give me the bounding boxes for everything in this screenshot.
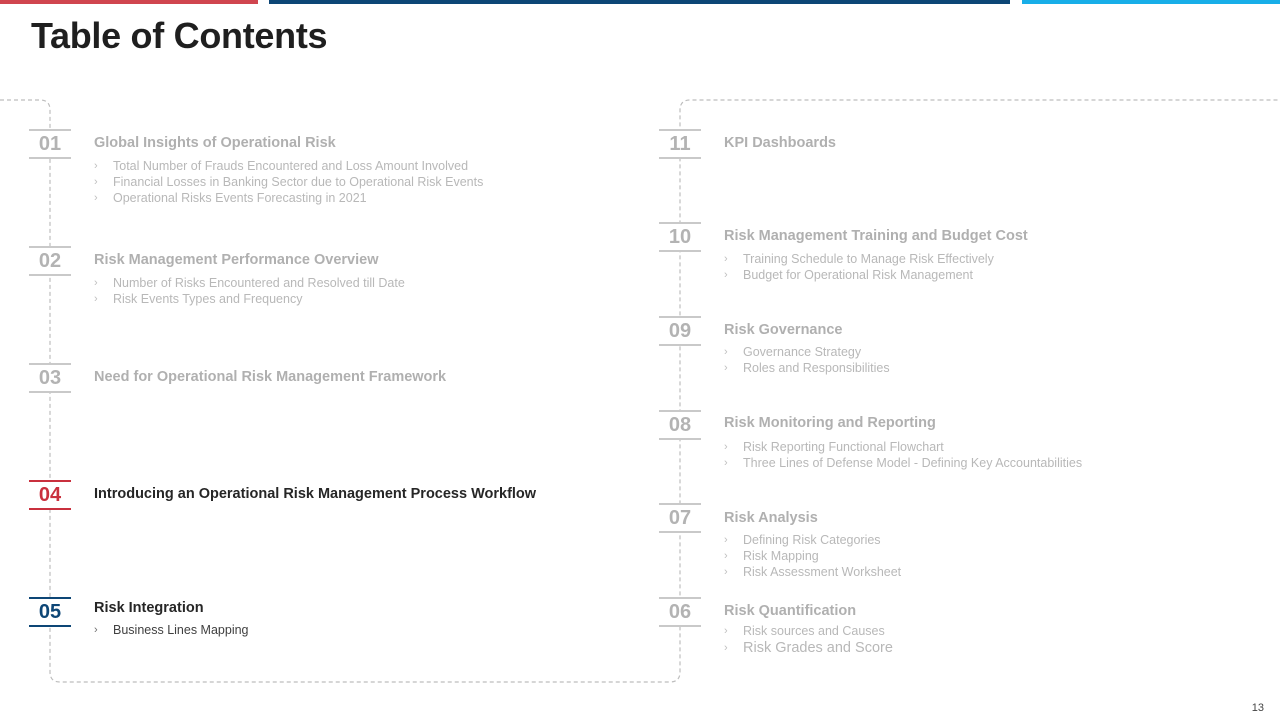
item-subitems — [724, 439, 1082, 471]
chevron-right-icon: › — [724, 642, 728, 654]
chevron-right-icon: › — [724, 362, 728, 374]
item-subitems — [94, 622, 249, 638]
subitem: › Governance Strategy — [724, 345, 862, 359]
item-number: 07 — [659, 503, 701, 533]
page-number: 13 — [1251, 702, 1264, 714]
item-number: 11 — [659, 129, 701, 159]
chevron-right-icon: › — [724, 346, 728, 358]
item-title: Risk Quantification — [724, 603, 857, 619]
chevron-right-icon: › — [94, 293, 98, 305]
chevron-right-icon: › — [94, 277, 98, 289]
item-number: 06 — [659, 597, 701, 627]
subitem: › Number of Risks Encountered and Resolved till Date — [94, 276, 405, 290]
item-title: Need for Operational Risk Management Framework — [94, 369, 447, 385]
item-title: KPI Dashboards — [724, 135, 836, 151]
subitem: › Defining Risk Categories — [724, 533, 881, 547]
item-title: Risk Monitoring and Reporting — [724, 415, 936, 431]
chevron-right-icon: › — [94, 176, 98, 188]
item-title: Introducing an Operational Risk Management Process Workflow — [94, 486, 537, 502]
subitem: › Risk Grades and Score — [724, 640, 893, 656]
chevron-right-icon: › — [724, 441, 728, 453]
subitem: › Operational Risks Events Forecasting in 2021 — [94, 191, 367, 205]
chevron-right-icon: › — [94, 192, 98, 204]
item-title: Risk Management Training and Budget Cost — [724, 228, 1028, 244]
item-subitems — [724, 532, 901, 580]
subitem: › Risk Events Types and Frequency — [94, 292, 303, 306]
chevron-right-icon: › — [724, 269, 728, 281]
chevron-right-icon: › — [724, 253, 728, 265]
item-number: 01 — [29, 129, 71, 159]
subitem: › Budget for Operational Risk Management — [724, 268, 973, 282]
subitem: › Roles and Responsibilities — [724, 361, 890, 375]
item-subitems — [724, 623, 893, 657]
item-subitems — [94, 158, 483, 206]
chevron-right-icon: › — [724, 550, 728, 562]
chevron-right-icon: › — [94, 624, 98, 636]
item-subitems — [724, 344, 890, 376]
item-title: Risk Management Performance Overview — [94, 252, 379, 268]
subitem: › Three Lines of Defense Model - Defining Key Accountabilities — [724, 456, 1083, 470]
chevron-right-icon: › — [724, 566, 728, 578]
item-subitems — [724, 251, 994, 283]
subitem: › Risk sources and Causes — [724, 624, 885, 638]
item-number: 03 — [29, 363, 71, 393]
item-number: 08 — [659, 410, 701, 440]
item-title: Global Insights of Operational Risk — [94, 135, 336, 151]
subitem: › Risk Reporting Functional Flowchart — [724, 440, 944, 454]
item-number: 05 — [29, 597, 71, 627]
subitem: › Training Schedule to Manage Risk Effectively — [724, 252, 994, 266]
item-number: 02 — [29, 246, 71, 276]
item-title: Risk Governance — [724, 322, 843, 338]
item-subitems — [94, 275, 405, 307]
item-number: 04 — [29, 480, 71, 510]
subitem: › Business Lines Mapping — [94, 623, 249, 637]
subitem: › Risk Assessment Worksheet — [724, 565, 902, 579]
item-number: 10 — [659, 222, 701, 252]
item-title: Risk Integration — [94, 600, 204, 616]
chevron-right-icon: › — [94, 160, 98, 172]
item-number: 09 — [659, 316, 701, 346]
chevron-right-icon: › — [724, 534, 728, 546]
page-title: Table of Contents — [31, 15, 328, 56]
subitem: › Total Number of Frauds Encountered and Loss Amount Involved — [94, 159, 469, 173]
subitem: › Financial Losses in Banking Sector due to Operational Risk Events — [94, 175, 484, 189]
item-title: Risk Analysis — [724, 510, 818, 526]
chevron-right-icon: › — [724, 625, 728, 637]
subitem: › Risk Mapping — [724, 549, 819, 563]
chevron-right-icon: › — [724, 457, 728, 469]
